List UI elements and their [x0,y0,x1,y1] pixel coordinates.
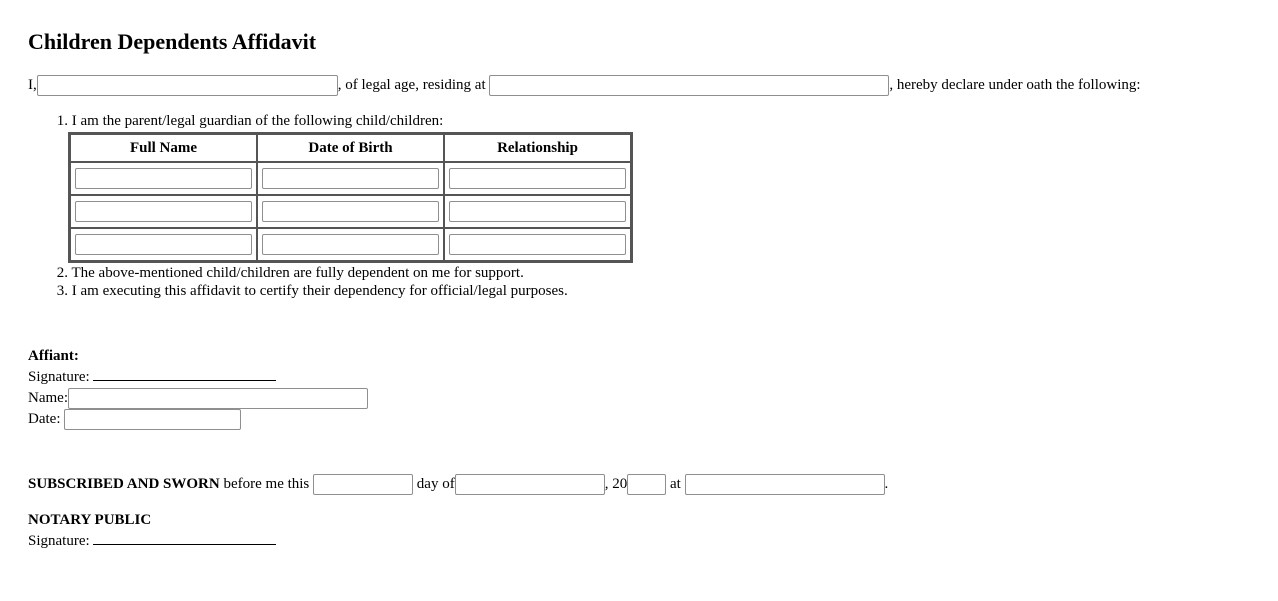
affiant-name-label: Name: [28,389,68,406]
child-full-name-input[interactable] [75,168,252,189]
table-cell [257,195,444,228]
affiant-date-label: Date: [28,410,61,427]
child-date-of-birth-input[interactable] [262,168,439,189]
list-item [28,112,633,263]
child-full-name-input[interactable] [75,234,252,255]
column-header-date-of-birth: Date of Birth [257,134,444,162]
table-header-row [70,134,631,162]
table-row [70,195,631,228]
sworn-end-period: . [884,476,889,492]
item-text: I am executing this affidavit to certify their dependency for official/legal purposes. [71,283,568,299]
child-relationship-input[interactable] [449,201,626,222]
sworn-at-text: at [669,476,681,492]
declarant-name-input[interactable] [37,75,338,96]
item-text: I am the parent/legal guardian of the following child/children: [71,113,444,129]
table-cell [257,228,444,261]
affiant-signature-label: Signature: [28,369,90,385]
sworn-day-of-text: day of [416,476,455,492]
sworn-month-input[interactable] [455,474,605,495]
table-cell [444,162,631,195]
table-cell [444,228,631,261]
table-row [70,162,631,195]
child-relationship-input[interactable] [449,168,626,189]
affiant-heading: Affiant: [28,348,79,364]
sworn-day-input[interactable] [313,474,413,495]
declaration-list [28,112,633,300]
page-title: Children Dependents Affidavit [28,29,317,54]
residence-address-input[interactable] [489,75,889,96]
sworn-line [28,474,888,495]
table-row [70,228,631,261]
sworn-year-prefix: , 20 [604,476,628,492]
affiant-date-input[interactable] [64,409,241,430]
notary-section [28,511,276,551]
intro-middle: , of legal age, residing at [337,77,486,93]
child-date-of-birth-input[interactable] [262,201,439,222]
sworn-year-input[interactable] [627,474,666,495]
intro-prefix: I, [28,77,37,93]
list-item [28,264,633,282]
table-cell [70,195,257,228]
table-cell [70,162,257,195]
notary-signature-line [93,530,276,545]
table-cell [257,162,444,195]
child-full-name-input[interactable] [75,201,252,222]
affiant-signature-line [93,366,276,381]
sworn-heading: SUBSCRIBED AND SWORN [28,476,220,492]
column-header-relationship: Relationship [444,134,631,162]
list-item [28,282,633,300]
item-number: 2. [56,265,68,281]
table-cell [444,195,631,228]
table-cell [70,228,257,261]
affiant-section [28,347,368,430]
affiant-name-input[interactable] [68,388,368,409]
child-relationship-input[interactable] [449,234,626,255]
sworn-before-text: before me this [223,476,310,492]
children-table [68,132,633,263]
notary-heading: NOTARY PUBLIC [28,512,152,528]
declarant-line [28,75,1141,96]
sworn-place-input[interactable] [685,474,885,495]
notary-signature-label: Signature: [28,533,90,549]
item-number: 1. [56,113,68,129]
intro-suffix: , hereby declare under oath the following: [889,77,1141,93]
item-number: 3. [56,283,68,299]
item-text: The above-mentioned child/children are fully dependent on me for support. [71,265,524,281]
child-date-of-birth-input[interactable] [262,234,439,255]
column-header-full-name: Full Name [70,134,257,162]
